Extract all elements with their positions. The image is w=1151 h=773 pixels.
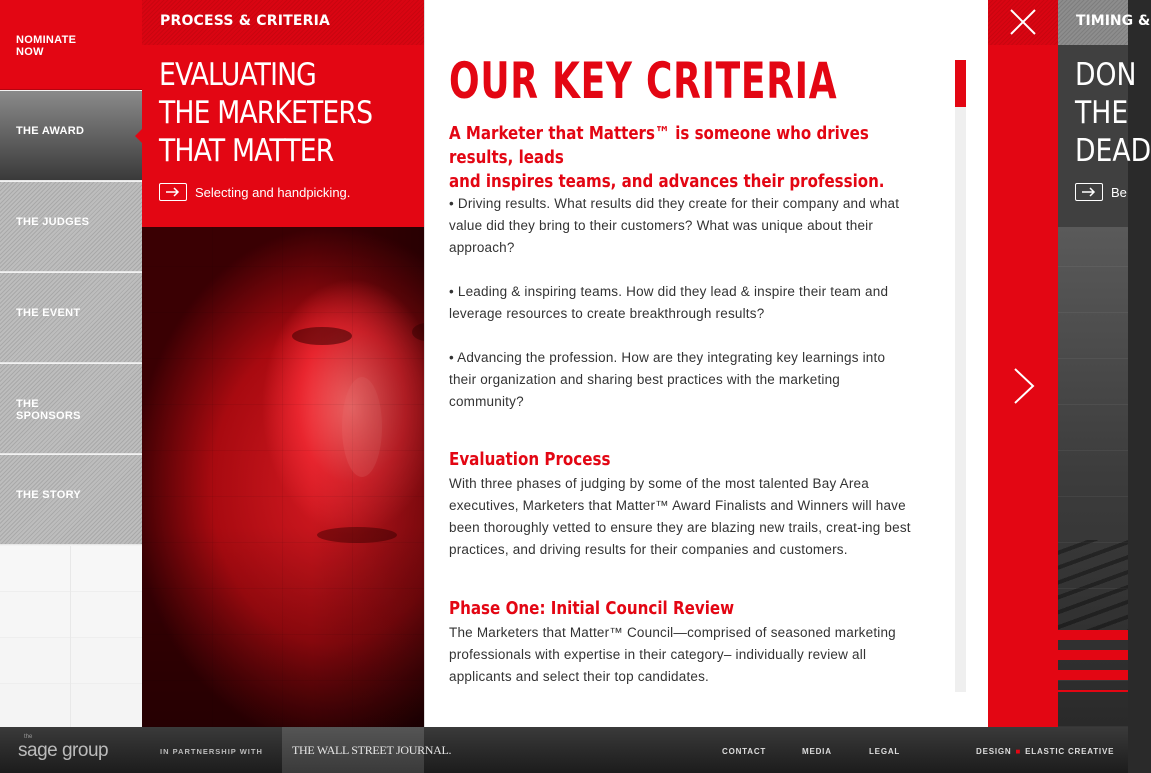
timing-header: TIMING & xyxy=(1058,0,1128,45)
nav-nominate-now[interactable] xyxy=(0,0,142,90)
nav-label: NOMINATE NOW xyxy=(16,34,77,58)
scrollbar-thumb[interactable] xyxy=(955,60,966,107)
nav-background-grid xyxy=(0,546,142,727)
evaluation-text: With three phases of judging by some of the most talented Bay Area executives, Marketers that Matter™ Award Finalists and Winners will have been thoroughly vetted to ensure they are blazing new trails, creat-ing best practices, and driving results for their companies and customers. xyxy=(449,476,911,557)
nav-label: THE JUDGES xyxy=(16,216,90,228)
modal-title: OUR KEY CRITERIA xyxy=(449,52,838,110)
criteria-advancing-profession: • Advancing the profession. How are they integrating key learnings into their organization and sharing best practices with the marketing community? xyxy=(449,350,886,409)
headline-line: THE MARKETERS xyxy=(159,95,373,131)
arrow-right-icon xyxy=(1075,183,1103,201)
criteria-driving-results: • Driving results. What results did they create for their company and what value did they bring to their customers? What was unique about their approach? xyxy=(449,196,900,255)
nav-the-judges[interactable] xyxy=(0,182,142,272)
headline-line: THAT MATTER xyxy=(159,133,334,169)
arrow-right-icon xyxy=(159,183,187,201)
timing-image-bars xyxy=(1058,630,1128,692)
credit-dot: ■ xyxy=(1015,747,1022,756)
phase-one-text: The Marketers that Matter™ Council—comprised of seasoned marketing professionals with expertise in their category– individually review all applicants and select their top candidates. xyxy=(449,625,896,684)
headline-line: EVALUATING xyxy=(159,57,316,93)
wsj-logo[interactable]: THE WALL STREET JOURNAL. xyxy=(292,743,452,757)
nav-the-story[interactable] xyxy=(0,455,142,545)
criteria-modal xyxy=(424,0,988,727)
nav-the-event[interactable] xyxy=(0,273,142,363)
subtitle-line: and inspires teams, and advances their profession. xyxy=(449,172,885,192)
evaluation-heading: Evaluation Process xyxy=(449,449,611,470)
credit-name: ELASTIC CREATIVE xyxy=(1025,747,1115,756)
chevron-right-icon[interactable] xyxy=(1012,366,1036,406)
cta-label: Selecting and handpicking. xyxy=(195,184,351,200)
footer-link-contact[interactable]: CONTACT xyxy=(722,747,767,756)
timing-panel[interactable] xyxy=(1058,0,1151,727)
nav-label: THE SPONSORS xyxy=(16,398,81,422)
design-credit[interactable] xyxy=(976,747,1114,756)
close-icon[interactable] xyxy=(1008,7,1038,37)
modal-subtitle xyxy=(449,122,931,194)
timing-link[interactable] xyxy=(1075,183,1127,201)
logo-prefix: the xyxy=(24,734,33,740)
headline-line: DEAD xyxy=(1075,133,1151,169)
modal-scrollbar[interactable] xyxy=(955,60,966,692)
wsj-logo-box xyxy=(282,727,452,773)
headline-line: THE xyxy=(1075,95,1129,131)
process-criteria-panel xyxy=(142,0,424,727)
cta-label: Be xyxy=(1111,184,1127,200)
photo-shade xyxy=(142,227,424,727)
nav-the-sponsors[interactable] xyxy=(0,364,142,454)
portrait-photo xyxy=(142,227,424,727)
logo-text: sage group xyxy=(18,740,109,761)
nav-label: THE EVENT xyxy=(16,307,81,319)
criteria-leading-teams: • Leading & inspiring teams. How did they lead & inspire their team and leverage resources to create breakthrough results? xyxy=(449,284,889,321)
modal-controls xyxy=(988,0,1058,727)
timing-image-lines xyxy=(1058,540,1128,630)
headline-line: DON xyxy=(1075,57,1137,93)
footer xyxy=(0,727,1128,773)
nav-label: THE STORY xyxy=(16,489,82,501)
panel-headline xyxy=(159,56,383,170)
main-nav xyxy=(0,0,142,727)
sage-group-logo[interactable] xyxy=(18,734,109,762)
footer-link-legal[interactable]: LEGAL xyxy=(869,747,901,756)
footer-link-media[interactable]: MEDIA xyxy=(802,747,832,756)
timing-headline xyxy=(1075,56,1151,170)
credit-prefix: DESIGN xyxy=(976,747,1012,756)
panel-header: PROCESS & CRITERIA xyxy=(142,0,424,45)
selecting-link[interactable] xyxy=(159,183,350,201)
nav-label: THE AWARD xyxy=(16,125,85,137)
phase-one-heading: Phase One: Initial Council Review xyxy=(449,598,735,619)
nav-the-award[interactable] xyxy=(0,91,142,181)
partner-label: IN PARTNERSHIP WITH xyxy=(160,747,263,756)
subtitle-line: A Marketer that Matters™ is someone who drives results, leads xyxy=(449,124,869,168)
